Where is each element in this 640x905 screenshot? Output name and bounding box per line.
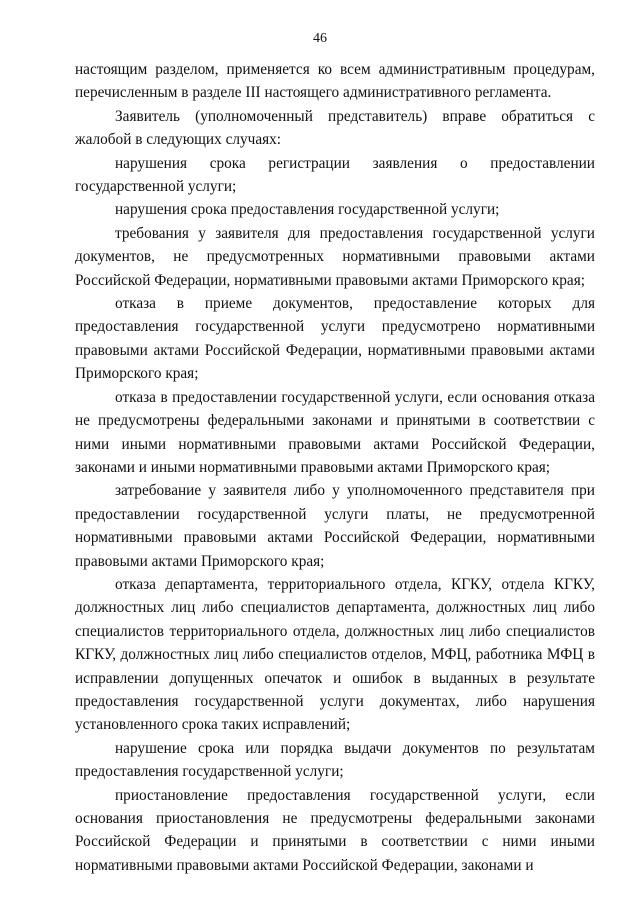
document-body	[75, 58, 595, 877]
paragraph-refusal-of-service: отказа в предоставлении государственной услуги, если основания отказа не предусмотрены федеральными законами и принятыми в соответствии с ними иными нормативными правовыми актами Российской Федерации, законами и иными нормативными правовыми актами Приморского края;	[75, 388, 595, 476]
paragraph-service-deadline: нарушения срока предоставления государственной услуги;	[115, 201, 500, 219]
paragraph-issuance-violation: нарушение срока или порядка выдачи документов по результатам предоставления государственной услуги;	[75, 739, 595, 781]
paragraph-suspension: приостановление предоставления государственной услуги, если основания приостановления не предусмотрены федеральными законами Российской Федерации и принятыми в соответствии с ними иными нормативными правовыми актами Российской Федерации, законами и	[75, 786, 595, 874]
page-number: 46	[313, 31, 327, 46]
paragraph-refusal-to-accept: отказа в приеме документов, предоставление которых для предоставления государственной услуги предусмотрено нормативными правовыми актами Российской Федерации, нормативными правовыми актами Приморского края;	[75, 295, 595, 383]
paragraph-registration-deadline: нарушения срока регистрации заявления о предоставлении государственной услуги;	[75, 154, 595, 196]
paragraph-complaint-intro: Заявитель (уполномоченный представитель) вправе обратиться с жалобой в следующих случаях:	[75, 107, 595, 149]
paragraph-continuation: настоящим разделом, применяется ко всем административным процедурам, перечисленным в разделе III настоящего административного регламента.	[75, 61, 595, 102]
paragraph-correction-refusal: отказа департамента, территориального отдела, КГКУ, отдела КГКУ, должностных лиц либо специалистов департамента, должностных лиц либо специалистов территориального отдела, должностных лиц либо специалистов КГКУ, должностных лиц либо специалистов отделов, МФЦ, работника МФЦ в исправлении допущенных опечаток и ошибок в выданных в результате предоставления государственной услуги документах, либо нарушения установленного срока таких исправлений;	[75, 575, 595, 734]
paragraph-fee-demand: затребование у заявителя либо у уполномоченного представителя при предоставлении государственной услуги платы, не предусмотренной нормативными правовыми актами Российской Федерации, нормативными правовыми актами Приморского края;	[75, 482, 595, 570]
paragraph-extra-documents: требования у заявителя для предоставления государственной услуги документов, не предусмотренных нормативными правовыми актами Российской Федерации, нормативными правовыми актами Приморского края;	[75, 224, 595, 289]
